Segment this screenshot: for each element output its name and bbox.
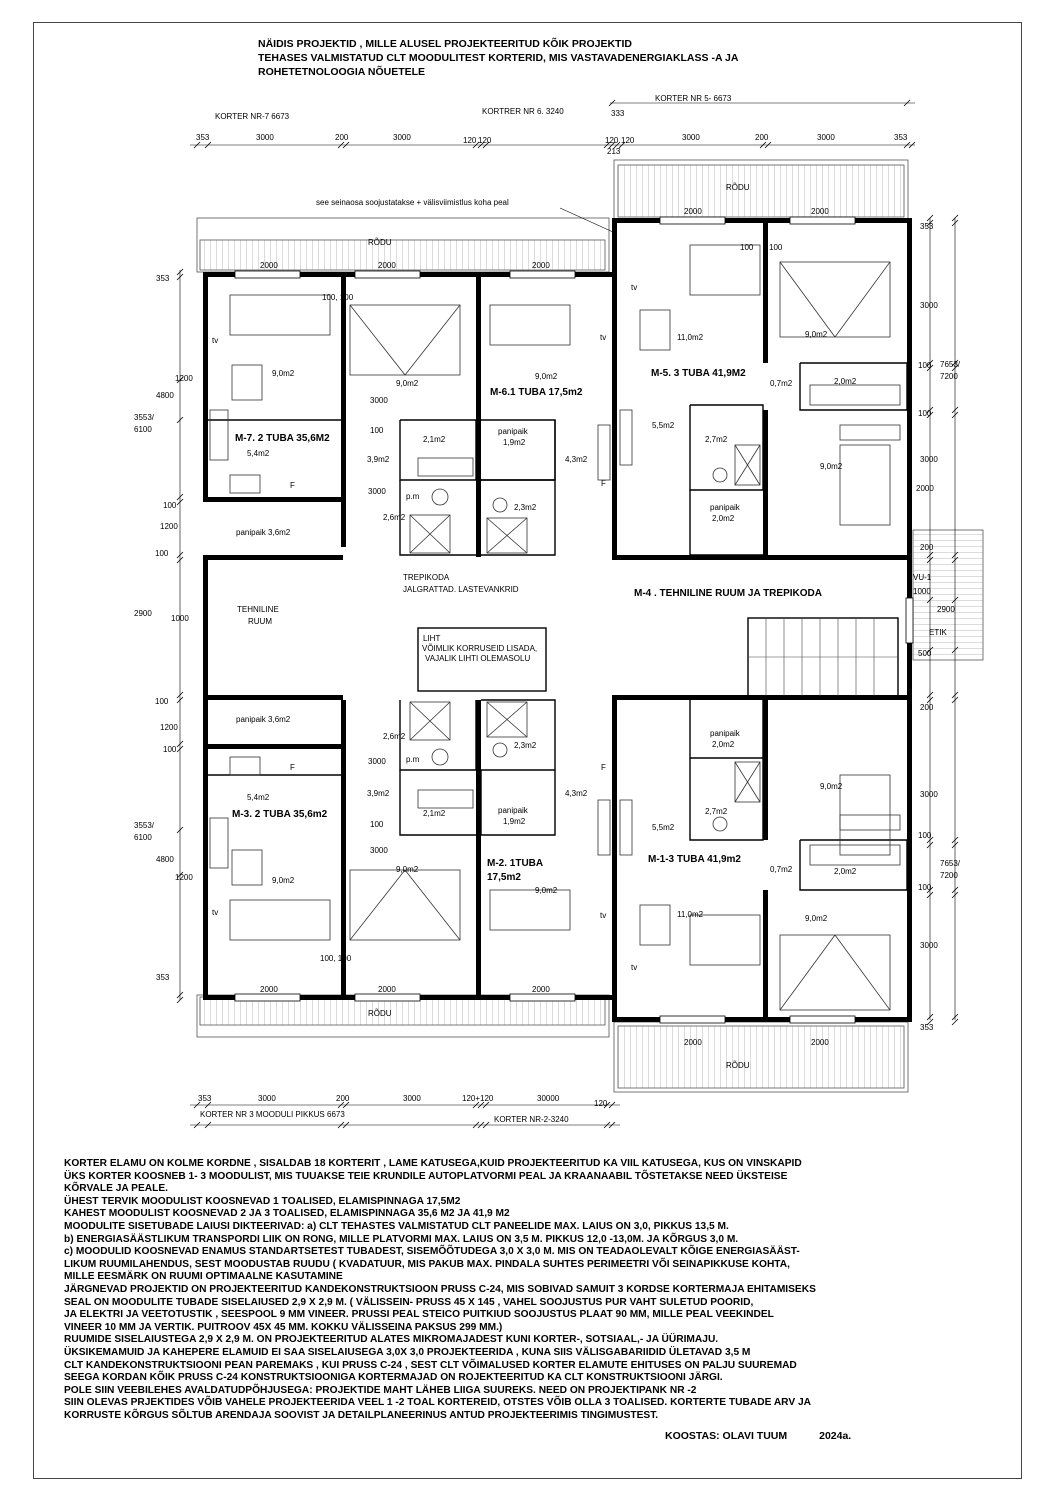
bottom-dim: 200 xyxy=(336,1094,350,1103)
left-dim: 353 xyxy=(156,274,170,283)
room-area: 2,7m2 xyxy=(705,435,728,444)
right-dim: 3000 xyxy=(920,941,938,950)
unit-m2-area: 17,5m2 xyxy=(487,872,521,883)
balcony-label: RÕDU xyxy=(368,1009,392,1018)
right-dim: 7200 xyxy=(940,871,958,880)
stairs xyxy=(748,618,898,696)
note-line: KORTER ELAMU ON KOLME KORDNE , SISALDAB 18 KORTERIT , LAME KATUSEGA,KUID PROJEKTEERITUD KA VIIL KATUSEGA, KUS ON VINSKAPID xyxy=(64,1158,802,1169)
top-dim: 120 xyxy=(621,136,635,145)
room-area: 4,3m2 xyxy=(565,789,588,798)
room-area: 1,9m2 xyxy=(503,817,526,826)
unit-m3-label: M-3. 2 TUBA 35,6m2 xyxy=(232,809,328,820)
window-dim: 2000 xyxy=(532,985,550,994)
room-area: 9,0m2 xyxy=(272,876,295,885)
stair-label: TREPIKODA xyxy=(403,573,450,582)
note-line: b) ENERGIASÄÄSTLIKUM TRANSPORDI LIIK ON RONG, MILLE PLATVORMI MAX. LAIUS ON 3,5 M. PIKKUS 12,0 -13,0M. JA KÕRGUS 3,0 M. xyxy=(64,1233,739,1245)
note-line: JA ELEKTRI JA VEETOTUSTIK , SEESPOOL 9 MM VINEER. PRUSSI PEAL STEICO PUITKIUD SOOJUSTUS PLAAT 90 MM, MILLE PEAL VEEKINDEL xyxy=(64,1309,774,1321)
note-line: SEEGA KORDAN KÕIK PRUSS C-24 KONSTRUKTSIOONIGA KORTERMAJAD ON ROJEKTEERITUD KA CLT KONSTRUKTSIOONI JÄRGI. xyxy=(64,1372,723,1384)
left-dim: 1000 xyxy=(171,614,189,623)
room-area: 9,0m2 xyxy=(272,369,295,378)
window-dim: 2000 xyxy=(684,1038,702,1047)
top-dim: 353 xyxy=(196,133,210,142)
right-dim: 3000 xyxy=(920,301,938,310)
dim-213: 213 xyxy=(607,147,621,156)
dim-label: 3000 xyxy=(370,396,388,405)
fridge-label: F xyxy=(601,763,606,772)
right-dim: 3000 xyxy=(920,455,938,464)
window-dim: 2000 xyxy=(378,261,396,270)
note-line: JÄRGNEVAD PROJEKTID ON PROJEKTEERITUD KANDEKONSTRUKTSIOON PRUSS C-24, MIS SOBIVAD SAMUIT 3 KORDSE KORTERMAJA EHITAMISEKS xyxy=(64,1283,816,1295)
window-dim: 2000 xyxy=(378,985,396,994)
room-area: 11,0m2 xyxy=(677,333,704,342)
room-area: 2,7m2 xyxy=(705,807,728,816)
room-area: 2,3m2 xyxy=(514,503,537,512)
room-area: 2,0m2 xyxy=(712,740,735,749)
bottom-dim: 120 xyxy=(594,1099,608,1108)
unit-m4-label: M-4 . TEHNILINE RUUM JA TREPIKODA xyxy=(634,588,822,599)
note-line: ÜHEST TERVIK MOODULIST KOOSNEVAD 1 TOALISED, ELAMISPINNAGA 17,5M2 xyxy=(64,1195,461,1207)
fridge-label: F xyxy=(290,763,295,772)
note-line: SEAL ON MOODULITE TUBADE SISELAIUSED 2,9 X 2,9 M. ( VÄLISSEIN- PRUSS 45 X 145 , VAHEL SOOJUSTUS PUR VAHT SULETUD POORID, xyxy=(64,1296,754,1308)
room-area: 2,0m2 xyxy=(712,514,735,523)
dim-label: 3000 xyxy=(370,846,388,855)
note-line: MOODULITE SISETUBADE LAIUSI DIKTEERIVAD: a) CLT TEHASTES VALMISTATUD CLT PANEELIDE MAX. LAIUS ON 3,0, PIKKUS 13,5 M. xyxy=(64,1220,729,1232)
unit-m5-label: M-5. 3 TUBA 41,9M2 xyxy=(651,368,746,379)
year: 2024a. xyxy=(819,1430,852,1442)
room-area: 2,1m2 xyxy=(423,435,446,444)
room-area: 1,9m2 xyxy=(503,438,526,447)
lift-note-1: VÕIMLIK KORRUSEID LISADA, xyxy=(422,644,538,653)
top-dim: 200 xyxy=(755,133,769,142)
right-dim: 3000 xyxy=(920,790,938,799)
note-line: ÜKS KORTER KOOSNEB 1- 3 MOODULIST, MIS TUUAKSE TEIE KRUNDILE AUTOPLATVORMI PEAL JA KRAANAABIL TÕSTETAKSE NEED ÜKSTEISE xyxy=(64,1170,788,1182)
top-dim: 120 xyxy=(605,136,619,145)
window-dim: 2000 xyxy=(260,985,278,994)
dim-label: 100, 100 xyxy=(322,293,354,302)
lift-note-2: VAJALIK LIHTI OLEMASOLU xyxy=(425,654,531,663)
left-dim: 1200 xyxy=(160,723,178,732)
bottom-dim: 30000 xyxy=(537,1094,560,1103)
room-area: 0,7m2 xyxy=(770,379,793,388)
stair-sub-label: JALGRATTAD. LASTEVANKRID xyxy=(403,585,519,594)
fridge-label: F xyxy=(601,479,606,488)
dim-333: 333 xyxy=(611,109,625,118)
room-area: 2,6m2 xyxy=(383,513,406,522)
room-area: 9,0m2 xyxy=(820,462,843,471)
left-dim: 1200 xyxy=(160,522,178,531)
right-dim: 353 xyxy=(920,1023,934,1032)
note-line: ÜKSIKEMAMUID JA KAHEPERE ELAMUID EI SAA SISELAIUSEGA 3,0X 3,0 PROJEKTEERIDA , KUNA SIIS VÄLISGABARIIDID ÜLETAVAD 3,5 M xyxy=(64,1346,751,1358)
top-dim: 3000 xyxy=(393,133,411,142)
right-dim: VU-1 xyxy=(913,573,932,582)
korter3-label: KORTER NR 3 MOODULI PIKKUS 6673 xyxy=(200,1110,345,1119)
right-dim: ETIK xyxy=(929,628,947,637)
right-dim: 100 xyxy=(918,409,932,418)
top-dim: 3000 xyxy=(682,133,700,142)
room-area: 3,9m2 xyxy=(367,455,390,464)
tv-label: tv xyxy=(212,336,219,345)
top-dim: 3000 xyxy=(256,133,274,142)
room-label: panipaik xyxy=(498,427,528,436)
room-area: 0,7m2 xyxy=(770,865,793,874)
left-dim: 100 xyxy=(163,501,177,510)
bottom-dim: 3000 xyxy=(403,1094,421,1103)
left-dim: 100 xyxy=(155,549,169,558)
korter6-label: KORTRER NR 6. 3240 xyxy=(482,107,564,116)
room-area: 2,0m2 xyxy=(834,867,857,876)
header-line-3: ROHETETNOLOOGIA NÕUETELE xyxy=(258,66,426,78)
left-dim: 100 xyxy=(163,745,177,754)
tv-label: tv xyxy=(212,908,219,917)
wall-note: see seinaosa soojustatakse + välisviimistlus koha peal xyxy=(316,198,509,207)
tv-label: tv xyxy=(631,283,638,292)
note-line: LIKUM RUUMILAHENDUS, SEST MOODUSTAB RUUDU ( KVADATUUR, MIS PAKUB MAX. PINDALA SUHTES PERIMEETRI VÕI SEINAPIKKUSE KOHTA, xyxy=(64,1258,790,1270)
unit-m7-label: M-7. 2 TUBA 35,6M2 xyxy=(235,433,330,444)
left-dim: 6100 xyxy=(134,833,152,842)
left-dim: 1200 xyxy=(175,873,193,882)
note-line: VINEER 10 MM JA VERTIK. PUITROOV 45X 45 MM. KOKKU VÄLISSEINA PAKSUS 299 MM.) xyxy=(64,1321,503,1333)
pm-label: p.m xyxy=(406,492,420,501)
room-area: 11,0m2 xyxy=(677,910,704,919)
unit-m13-label: M-1-3 TUBA 41,9m2 xyxy=(648,854,741,865)
note-line: POLE SIIN VEEBILEHES AVALDATUDPÕHJUSEGA: PROJEKTIDE MAHT LÄHEB LIIGA SUUREKS. NEED ON PROJEKTIPANK NR -2 xyxy=(64,1384,697,1396)
room-area: 9,0m2 xyxy=(805,914,828,923)
project-notes xyxy=(64,1158,1004,1422)
room-area: 9,0m2 xyxy=(820,782,843,791)
fridge-label: F xyxy=(290,481,295,490)
window-dim: 2000 xyxy=(811,207,829,216)
bottom-dim: 3000 xyxy=(258,1094,276,1103)
room-label: panipaik xyxy=(710,503,740,512)
room-area: 9,0m2 xyxy=(396,379,419,388)
left-dim: 6100 xyxy=(134,425,152,434)
room-area: 3,9m2 xyxy=(367,789,390,798)
room-area: 2,6m2 xyxy=(383,732,406,741)
right-dim: 500 xyxy=(918,649,932,658)
room-label: panipaik xyxy=(498,806,528,815)
note-line: KORRUSTE KÕRGUS SÕLTUB ARENDAJA SOOVIST JA DETAILPLANEERINUS ANTUD PROJEKTEERIMIS TINGIMUSTEST. xyxy=(64,1409,659,1421)
window-dim: 2000 xyxy=(684,207,702,216)
room-area: 4,3m2 xyxy=(565,455,588,464)
right-dim: 200 xyxy=(920,703,934,712)
dim-label: 100 xyxy=(740,243,754,252)
right-dim: 100 xyxy=(918,831,932,840)
left-dim: 353 xyxy=(156,973,170,982)
balcony-label: RÕDU xyxy=(726,183,750,192)
note-line: RUUMIDE SISELAIUSTEGA 2,9 X 2,9 M. ON PROJEKTEERITUD ALATES MIKROMAJADEST KUNI KORTER-, SOTSIAAL,- JA ÜÜRIMAJU. xyxy=(64,1334,719,1346)
top-dim: 120 xyxy=(463,136,477,145)
tv-label: tv xyxy=(631,963,638,972)
room-area: 9,0m2 xyxy=(396,865,419,874)
note-line: SIIN OLEVAS PRJEKTIDES VÕIB VAHELE PROJEKTEERIDA VEEL 1 -2 TOAL KORTEREID, OTSTES VÕIB OLLA 3 TOALISED. KORTERTE TUBADE ARV JA xyxy=(64,1397,812,1409)
unit-m61-label: M-6.1 TUBA 17,5m2 xyxy=(490,387,583,398)
dim-label: 3000 xyxy=(368,757,386,766)
right-dim: 100 xyxy=(918,883,932,892)
room-label: panipaik xyxy=(710,729,740,738)
note-line: KAHEST MOODULIST KOOSNEVAD 2 JA 3 TOALISED, ELAMISPINNAGA 35,6 M2 JA 41,9 M2 xyxy=(64,1208,510,1220)
furniture xyxy=(210,245,900,1010)
tech-room-label: TEHNILINE xyxy=(237,605,279,614)
room-area: 9,0m2 xyxy=(805,330,828,339)
right-dim: 353 xyxy=(920,222,934,231)
unit-m2-label: M-2. 1TUBA xyxy=(487,858,544,869)
left-dim: 3553/ xyxy=(134,821,155,830)
bottom-dim: 120+120 xyxy=(462,1094,494,1103)
room-area: 2,3m2 xyxy=(514,741,537,750)
right-dim: 2000 xyxy=(916,484,934,493)
dim-label: 3000 xyxy=(368,487,386,496)
top-dim: 3000 xyxy=(817,133,835,142)
top-dim: 120 xyxy=(478,136,492,145)
balcony-label: RÕDU xyxy=(368,238,392,247)
room-area: 5,5m2 xyxy=(652,823,675,832)
left-dim: 100 xyxy=(155,697,169,706)
header-line-1: NÄIDIS PROJEKTID , MILLE ALUSEL PROJEKTEERITUD KÕIK PROJEKTID xyxy=(258,38,632,50)
note-line: KÕRVALE JA PEALE. xyxy=(64,1183,168,1195)
window-dim: 2000 xyxy=(532,261,550,270)
right-dim: 2900 xyxy=(937,605,955,614)
tech-room-label-2: RUUM xyxy=(248,617,272,626)
note-line: c) MOODULID KOOSNEVAD ENAMUS STANDARTSETEST TUBADEST, SISEMÕÕTUDEGA 3,0 X 3,0 M. MIS ON TEADAOLEVALT KÕIGE ENERGIASÄÄST- xyxy=(64,1246,800,1258)
tv-label: tv xyxy=(600,333,607,342)
balconies xyxy=(197,160,983,1092)
room-area: 5,5m2 xyxy=(652,421,675,430)
room-area: 2,0m2 xyxy=(834,377,857,386)
note-line: CLT KANDEKONSTRUKTSIOONI PEAN PAREMAKS , KUI PRUSS C-24 , SEST CLT VÕIMALUSED KORTER ELAMUTE EHITUSES ON PALJU SUUREMAD xyxy=(64,1359,797,1371)
left-dim: 4800 xyxy=(156,855,174,864)
left-dim: 2900 xyxy=(134,609,152,618)
dim-label: 100, 100 xyxy=(320,954,352,963)
balcony-label: RÕDU xyxy=(726,1061,750,1070)
right-dim: 7200 xyxy=(940,372,958,381)
window-dim: 2000 xyxy=(811,1038,829,1047)
tv-label: tv xyxy=(600,911,607,920)
right-dim: 7653/ xyxy=(940,360,961,369)
korter7-label: KORTER NR-7 6673 xyxy=(215,112,290,121)
korter5-label: KORTER NR 5- 6673 xyxy=(655,94,732,103)
room-area: 9,0m2 xyxy=(535,886,558,895)
lift-label: LIHT xyxy=(423,634,441,643)
right-dim: 1000 xyxy=(913,587,931,596)
room-area: 5,4m2 xyxy=(247,449,270,458)
signature xyxy=(665,1430,851,1442)
window-dim: 2000 xyxy=(260,261,278,270)
korter2-label: KORTER NR-2-3240 xyxy=(494,1115,569,1124)
right-dim: 7653/ xyxy=(940,859,961,868)
top-dim: 200 xyxy=(335,133,349,142)
right-dim: 100 xyxy=(918,361,932,370)
left-dim: 1200 xyxy=(175,374,193,383)
room-area: 9,0m2 xyxy=(535,372,558,381)
top-dim: 353 xyxy=(894,133,908,142)
room-area: panipaik 3,6m2 xyxy=(236,528,291,537)
bottom-dim: 353 xyxy=(198,1094,212,1103)
room-area: 5,4m2 xyxy=(247,793,270,802)
dim-label: 100 xyxy=(370,820,384,829)
right-dim: 200 xyxy=(920,543,934,552)
left-dim: 4800 xyxy=(156,391,174,400)
pm-label: p.m xyxy=(406,755,420,764)
left-dim: 3553/ xyxy=(134,413,155,422)
room-area: panipaik 3,6m2 xyxy=(236,715,291,724)
header-line-2: TEHASES VALMISTATUD CLT MOODULITEST KORTERID, MIS VASTAVADENERGIAKLASS -A JA xyxy=(258,52,739,64)
dim-label: 100 xyxy=(370,426,384,435)
note-line: MILLE EESMÄRK ON RUUMI OPTIMAALNE KASUTAMINE xyxy=(64,1271,343,1283)
dim-label: 100 xyxy=(769,243,783,252)
author: KOOSTAS: OLAVI TUUM xyxy=(665,1430,788,1442)
room-area: 2,1m2 xyxy=(423,809,446,818)
